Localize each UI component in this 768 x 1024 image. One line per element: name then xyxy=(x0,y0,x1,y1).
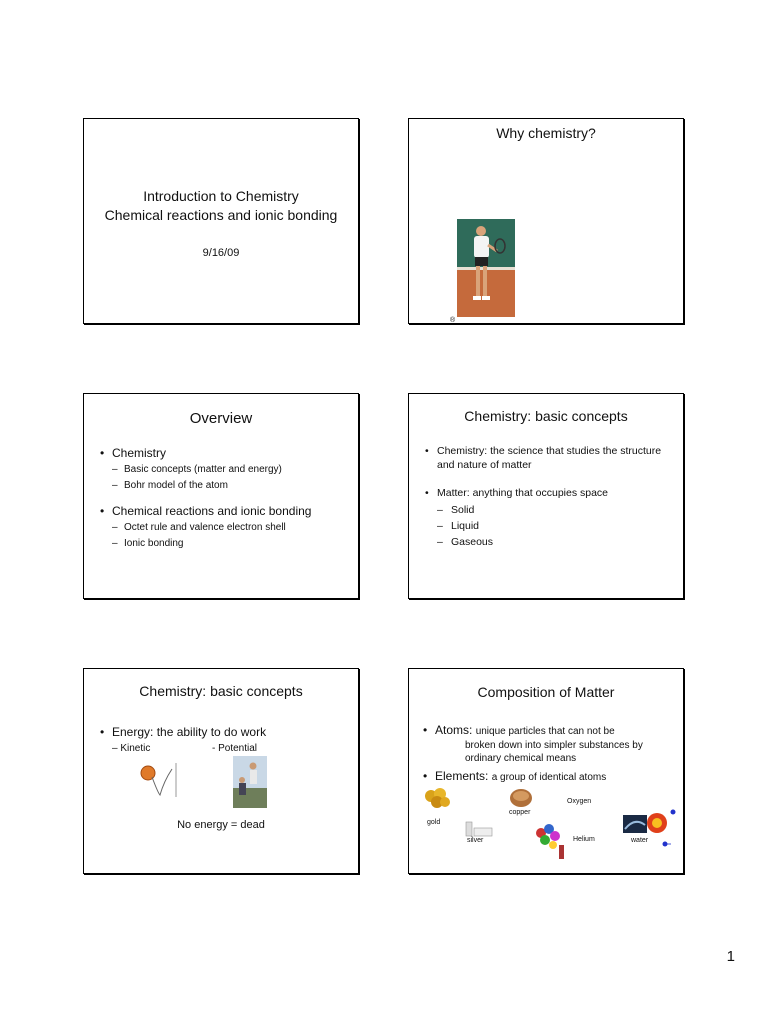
list-item xyxy=(425,486,675,550)
elements-term: Elements: xyxy=(435,769,489,783)
sub-item: – Octet rule and valence electron shell xyxy=(112,520,311,536)
bouncing-ball-image xyxy=(138,763,180,799)
atoms-term: Atoms: xyxy=(435,723,473,737)
title-line-1: Introduction to Chemistry xyxy=(143,188,299,204)
kinetic-label: – Kinetic xyxy=(112,743,151,754)
copper-image xyxy=(509,788,533,808)
bullet-text: Chemistry: the science that studies the structure and nature of matter xyxy=(437,445,662,471)
slide-title: Chemistry: basic concepts xyxy=(464,408,628,424)
bullet-list xyxy=(100,446,311,562)
bullet-text: Chemical reactions and ionic bonding xyxy=(112,504,312,518)
silver-label: silver xyxy=(467,837,484,844)
sub-item: – Ionic bonding xyxy=(112,536,311,552)
helium-label: Helium xyxy=(573,836,595,843)
gold-label: gold xyxy=(427,819,441,826)
oxygen-label: Oxygen xyxy=(567,798,592,805)
list-item xyxy=(425,444,675,472)
sub-item: – Bohr model of the atom xyxy=(112,478,311,494)
slide-title: Overview xyxy=(189,410,253,427)
slide-overview xyxy=(83,393,359,599)
copper-label: copper xyxy=(509,809,531,816)
slide-title: Composition of Matter xyxy=(477,684,615,700)
atoms-definition-cont: broken down into simpler substances by xyxy=(465,740,643,751)
title-line-2: Chemical reactions and ionic bonding xyxy=(104,207,338,223)
silver-image xyxy=(464,820,494,838)
tennis-player-image xyxy=(457,219,515,317)
water-image xyxy=(623,815,647,833)
list-item xyxy=(100,446,311,494)
gold-image xyxy=(423,786,451,810)
bullet-text: Matter: anything that occupies space xyxy=(437,487,609,499)
slide-title: Chemistry: basic concepts xyxy=(139,683,303,699)
sub-item: – Basic concepts (matter and energy) xyxy=(112,462,311,478)
bullet-list xyxy=(425,444,675,564)
page-number: 1 xyxy=(726,948,735,965)
slide-title xyxy=(84,187,358,225)
slide-basic-concepts-matter xyxy=(408,393,684,599)
potential-label: - Potential xyxy=(212,743,258,754)
sub-item: – Solid xyxy=(437,502,675,518)
oxygen-atom-image xyxy=(645,808,681,848)
sub-item: – Gaseous xyxy=(437,534,675,550)
slide-date: 9/16/09 xyxy=(202,247,240,259)
atoms-definition: unique particles that can not be xyxy=(475,726,615,737)
bullet-list xyxy=(423,723,673,789)
bullet-text: Chemistry xyxy=(112,446,167,460)
bullet-list xyxy=(100,725,266,739)
slide-title: Why chemistry? xyxy=(496,125,596,141)
water-label: water xyxy=(631,837,649,844)
sub-item: – Liquid xyxy=(437,518,675,534)
slide-intro xyxy=(83,118,359,324)
footer-text: No energy = dead xyxy=(177,819,265,831)
list-item xyxy=(423,723,673,765)
registered-mark: ® xyxy=(450,317,456,324)
potential-energy-image xyxy=(233,756,267,808)
elements-definition: a group of identical atoms xyxy=(491,772,607,783)
list-item: • Energy: the ability to do work xyxy=(100,725,266,739)
list-item xyxy=(100,504,311,552)
atoms-definition-cont: ordinary chemical means xyxy=(465,753,577,764)
slide-basic-concepts-energy xyxy=(83,668,359,874)
slide-why-chemistry xyxy=(408,118,684,324)
helium-balloons-image xyxy=(533,823,569,861)
list-item xyxy=(423,769,673,785)
slide-composition-of-matter xyxy=(408,668,684,874)
